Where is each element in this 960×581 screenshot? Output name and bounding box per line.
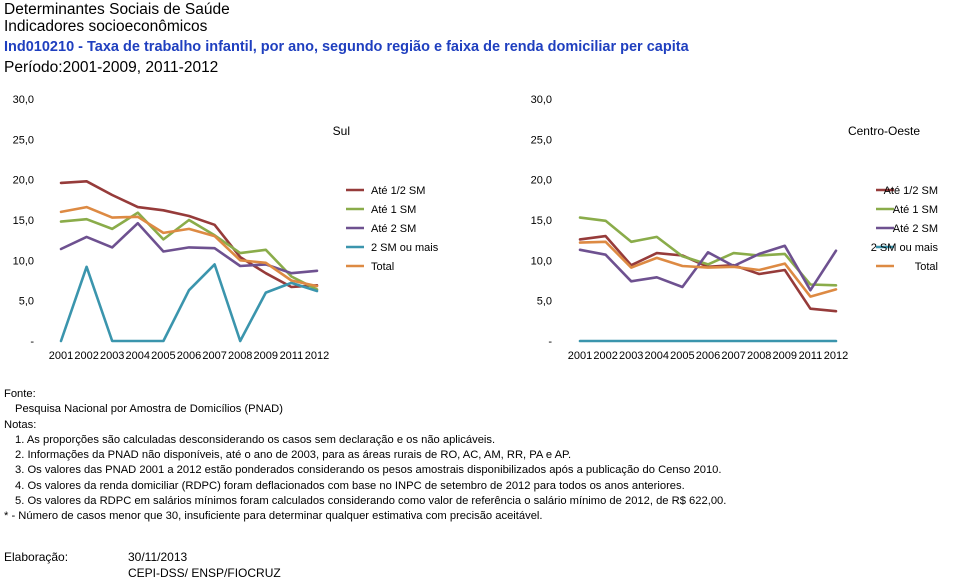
chart1-ytick-label: 10,0 <box>12 255 34 268</box>
chart1-xtick-label: 2002 <box>74 350 99 362</box>
chart2-xtick-label: 2001 <box>567 350 593 362</box>
notas-label: Notas: <box>4 418 37 431</box>
chart1-ytick-label: - <box>30 336 34 348</box>
chart2-legend-label: Até 1/2 SM <box>883 185 938 197</box>
elaboracao-label: Elaboração: <box>4 550 69 564</box>
chart1-xtick-label: 2001 <box>48 350 74 362</box>
chart1-title: Sul <box>332 124 350 138</box>
chart1-ytick-label: 5,0 <box>18 295 34 308</box>
header-line-1: Determinantes Sociais de Saúde <box>4 1 230 18</box>
chart1-ytick-label: 25,0 <box>12 134 34 147</box>
note-4: 4. Os valores da renda domiciliar (RDPC) foram deflacionados com base no INPC de setembro de 2012 para todos os anos anteriores. <box>15 479 685 492</box>
chart2-xtick-label: 2004 <box>644 350 670 362</box>
chart2-xtick-label: 2003 <box>618 350 644 362</box>
chart2-ytick-label: 30,0 <box>530 94 552 106</box>
chart2-xtick-label: 2002 <box>593 350 618 362</box>
chart1-xtick-label: 2007 <box>202 350 227 362</box>
chart1-ytick-label: 15,0 <box>12 215 34 227</box>
chart1-legend-label: Até 2 SM <box>371 223 417 235</box>
chart2-ytick-label: - <box>548 336 552 348</box>
chart1-legend-label: Até 1 SM <box>371 204 417 216</box>
period-label: Período:2001-2009, 2011-2012 <box>4 59 219 76</box>
chart1-series-line-2 <box>61 213 317 290</box>
note-5: 5. Os valores da RDPC em salários mínimos foram calculados considerando como valor de referência o salário mínimo de 2012, de R$ 622,00. <box>15 495 727 508</box>
chart2-series-line-1 <box>580 236 836 311</box>
chart1-xtick-label: 2004 <box>125 350 151 362</box>
footer <box>4 549 281 580</box>
chart1-xtick-label: 2008 <box>227 350 253 362</box>
note-2: 2. Informações da PNAD não disponíveis, até o ano de 2003, para as áreas rurais de RO, AC, AM, RR, PA e AP. <box>15 449 572 462</box>
chart2-xtick-label: 2007 <box>721 350 746 362</box>
chart2-legend-label: Total <box>914 261 938 273</box>
chart2-xtick-label: 2006 <box>695 350 721 362</box>
chart1-series-line-4 <box>61 264 317 341</box>
chart1-xtick-label: 2006 <box>176 350 202 362</box>
chart1-ytick-label: 20,0 <box>12 174 34 187</box>
chart1-legend-label: Até 1/2 SM <box>371 185 426 197</box>
chart2-legend-label: Até 2 SM <box>892 223 938 235</box>
chart2-ytick-label: 25,0 <box>530 134 552 147</box>
chart1-xtick-label: 2005 <box>151 350 176 362</box>
chart2-xtick-label: 2008 <box>746 350 772 362</box>
chart2-title: Centro-Oeste <box>847 124 920 138</box>
elaboracao-org: CEPI-DSS/ ENSP/FIOCRUZ <box>128 566 281 580</box>
chart1-xtick-label: 2009 <box>253 350 279 362</box>
fonte-label: Fonte: <box>4 388 36 400</box>
note-asterisk: * - Número de casos menor que 30, insuficiente para determinar qualquer estimativa com precisão aceitável. <box>4 510 543 523</box>
chart2-xtick-label: 2009 <box>772 350 798 362</box>
chart2-ytick-label: 5,0 <box>536 295 552 308</box>
chart2-ytick-label: 20,0 <box>530 174 552 187</box>
chart2-ytick-label: 15,0 <box>530 215 552 227</box>
chart1-ytick-label: 30,0 <box>12 94 34 106</box>
chart1-xtick-label: 2012 <box>304 350 330 362</box>
note-1: 1. As proporções são calculadas desconsiderando os casos sem declaração e os não aplicáveis. <box>15 433 496 446</box>
chart2-legend-label: 2 SM ou mais <box>870 242 938 254</box>
chart1-legend-label: 2 SM ou mais <box>371 242 439 254</box>
chart1-series-line-3 <box>61 223 317 273</box>
elaboracao-date: 30/11/2013 <box>128 550 188 564</box>
chart1-xtick-label: 2011 <box>279 350 304 362</box>
chart2-legend-label: Até 1 SM <box>892 204 938 216</box>
notes-block <box>4 387 726 525</box>
chart2-xtick-label: 2011 <box>798 350 823 362</box>
chart2-ytick-label: 10,0 <box>530 255 552 268</box>
chart2-xtick-label: 2005 <box>670 350 695 362</box>
chart1-xtick-label: 2003 <box>99 350 125 362</box>
fonte-text: Pesquisa Nacional por Amostra de Domicílios (PNAD) <box>15 403 283 416</box>
indicator-title: Ind010210 - Taxa de trabalho infantil, por ano, segundo região e faixa de renda domiciliar per capita <box>4 39 689 55</box>
chart1-legend-label: Total <box>371 261 395 273</box>
header-line-2: Indicadores socioeconômicos <box>4 18 208 35</box>
note-3: 3. Os valores das PNAD 2001 a 2012 estão ponderados considerando os pesos amostrais disponibilizados após a publicação do Censo 2010. <box>15 464 722 477</box>
chart2-xtick-label: 2012 <box>823 350 849 362</box>
